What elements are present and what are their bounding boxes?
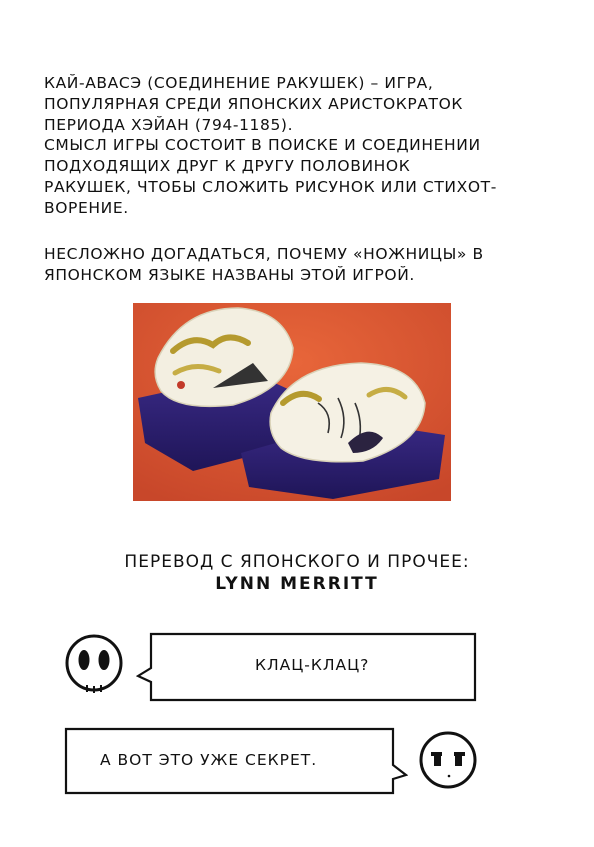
round-black-eyes-face-icon (64, 633, 124, 695)
translator-name: LYNN MERRITT (215, 574, 379, 594)
speech-bubble-1-text: КЛАЦ-КЛАЦ? (255, 656, 370, 674)
kai-awase-shells-photo (133, 303, 451, 501)
credits-label: ПЕРЕВОД С ЯПОНСКОГО И ПРОЧЕЕ: (124, 552, 470, 572)
intro-paragraph-kai-awase: КАЙ-АВАСЭ (СОЕДИНЕНИЕ РАКУШЕК) – ИГРА, ПОПУЛЯРНАЯ СРЕДИ ЯПОНСКИХ АРИСТОКРАТОК ПЕРИОДА ХЭЙАН (794-1185). СМЫСЛ ИГРЫ СОСТОИТ В ПОИСКЕ И СОЕДИНЕНИИ ПОДХОДЯЩИХ ДРУГ К ДРУГУ ПОЛОВИНОК РАКУШЕК, ЧТОБЫ СЛОЖИТЬ РИСУНОК ИЛИ СТИХОТ- ВОРЕНИЕ. (44, 74, 497, 217)
flat-eyes-face-icon (418, 730, 478, 792)
intro-paragraph-scissors: НЕСЛОЖНО ДОГАДАТЬСЯ, ПОЧЕМУ «НОЖНИЦЫ» В ЯПОНСКОМ ЯЗЫКЕ НАЗВАНЫ ЭТОЙ ИГРОЙ. (44, 245, 484, 284)
speech-bubble-2-text: А ВОТ ЭТО УЖЕ СЕКРЕТ. (100, 751, 318, 769)
